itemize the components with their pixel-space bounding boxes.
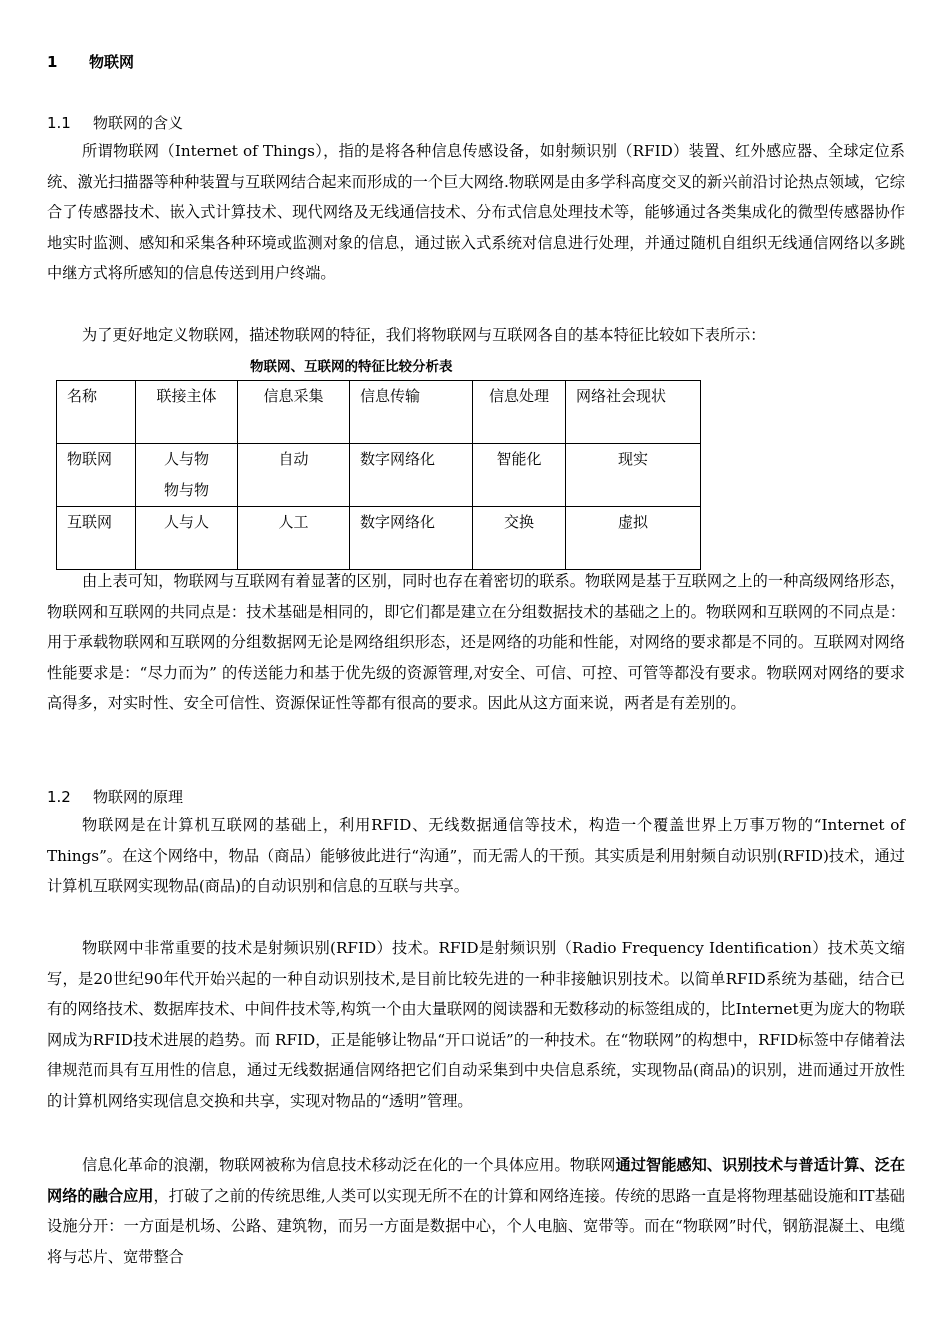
table-row — [57, 507, 701, 570]
chapter-number: 1 — [47, 53, 58, 71]
paragraph-table-intro: 为了更好地定义物联网，描述物联网的特征，我们将物联网与互联网各自的基本特征比较如下表所示： — [82, 326, 766, 344]
table-header-cell: 网络社会现状 — [566, 381, 701, 444]
table-caption: 物联网、互联网的特征比较分析表 — [250, 359, 453, 375]
table-cell: 交换 — [473, 507, 566, 570]
table-cell: 数字网络化 — [350, 507, 473, 570]
table-header-cell: 信息传输 — [350, 381, 473, 444]
table-header-cell: 信息处理 — [473, 381, 566, 444]
table-cell: 自动 — [238, 444, 350, 507]
section-number: 1.1 — [47, 114, 71, 132]
table-cell: 虚拟 — [566, 507, 701, 570]
paragraph-definition: 所谓物联网（Internet of Things），指的是将各种信息传感设备，如射频识别（RFID）装置、红外感应器、全球定位系统、激光扫描器等种种装置与互联网结合起来而形成的一个巨大网络.物联网是由多学科高度交叉的新兴前沿讨论热点领域，它综合了传感器技术、嵌入式计算技术、现代网络及无线通信技术、分布式信息处理技术等，能够通过各类集成化的微型传感器协作地实时监测、感知和采集各种环境或监测对象的信息，通过嵌入式系统对信息进行处理，并通过随机自组织无线通信网络以多跳中继方式将所感知的信息传送到用户终端。 — [47, 142, 905, 283]
table-cell: 人工 — [238, 507, 350, 570]
table-cell: 现实 — [566, 444, 701, 507]
section-heading-1-1 — [47, 112, 183, 133]
paragraph-informatization — [47, 1150, 905, 1272]
table-header-cell: 名称 — [57, 381, 136, 444]
table-cell: 数字网络化 — [350, 444, 473, 507]
paragraph-text: ，打破了之前的传统思维,人类可以实现无所不在的计算和网络连接。传统的思路一直是将物理基础设施和IT基础设施分开：一方面是机场、公路、建筑物，而另一方面是数据中心，个人电脑、宽带等。而在“物联网”时代，钢筋混凝土、电缆将与芯片、宽带整合 — [47, 1186, 905, 1266]
table-header-cell: 信息采集 — [238, 381, 350, 444]
table-header-row — [57, 381, 701, 444]
section-heading-1-2 — [47, 786, 183, 807]
table-cell: 智能化 — [473, 444, 566, 507]
table-row — [57, 444, 701, 507]
table-cell: 互联网 — [57, 507, 136, 570]
paragraph-principle: 物联网是在计算机互联网的基础上，利用RFID、无线数据通信等技术，构造一个覆盖世界上万事万物的“Internet of Things”。在这个网络中，物品（商品）能够彼此进行“沟通”，而无需人的干预。其实质是利用射频自动识别(RFID)技术，通过计算机互联网实现物品(商品)的自动识别和信息的互联与共享。 — [47, 816, 905, 896]
table-cell: 物联网 — [57, 444, 136, 507]
table-header-cell: 联接主体 — [136, 381, 238, 444]
section-title: 物联网的含义 — [93, 114, 184, 132]
paragraph-rfid: 物联网中非常重要的技术是射频识别(RFID）技术。RFID是射频识别（Radio Frequency Identification）技术英文缩写，是20世纪90年代开始兴起的一种自动识别技术,是目前比较先进的一种非接触识别技术。以简单RFID系统为基础，结合已有的网络技术、数据库技术、中间件技术等,构筑一个由大量联网的阅读器和无数移动的标签组成的，比Internet更为庞大的物联网成为RFID技术进展的趋势。而 RFID，正是能够让物品“开口说话”的一种技术。在“物联网”的构想中，RFID标签中存储着法律规范而具有互用性的信息，通过无线数据通信网络把它们自动采集到中央信息系统，实现物品(商品)的识别，进而通过开放性的计算机网络实现信息交换和共享，实现对物品的“透明”管理。 — [47, 939, 905, 1110]
paragraph-comparison: 由上表可知，物联网与互联网有着显著的区别，同时也存在着密切的联系。物联网是基于互联网之上的一种高级网络形态，物联网和互联网的共同点是：技术基础是相同的，即它们都是建立在分组数据技术的基础之上的。物联网和互联网的不同点是：用于承载物联网和互联网的分组数据网无论是网络组织形态，还是网络的功能和性能，对网络的要求都是不同的。互联网对网络性能要求是：“尽力而为” 的传送能力和基于优先级的资源管理,对安全、可信、可控、可管等都没有要求。物联网对网络的要求高得多，对实时性、安全可信性、资源保证性等都有很高的要求。因此从这方面来说，两者是有差别的。 — [47, 572, 905, 713]
table-cell: 人与物 物与物 — [136, 444, 238, 507]
chapter-heading — [47, 51, 134, 72]
section-number: 1.2 — [47, 788, 71, 806]
section-title: 物联网的原理 — [93, 788, 184, 806]
emphasis-text: 通过智能感知、识别技术与普适计算、泛在网络的融合应用 — [47, 1156, 906, 1205]
chapter-title: 物联网 — [89, 53, 135, 71]
comparison-table — [56, 380, 701, 570]
table-cell: 人与人 — [136, 507, 238, 570]
paragraph-text: 信息化革命的浪潮，物联网被称为信息技术移动泛在化的一个具体应用。物联网 — [82, 1156, 616, 1174]
